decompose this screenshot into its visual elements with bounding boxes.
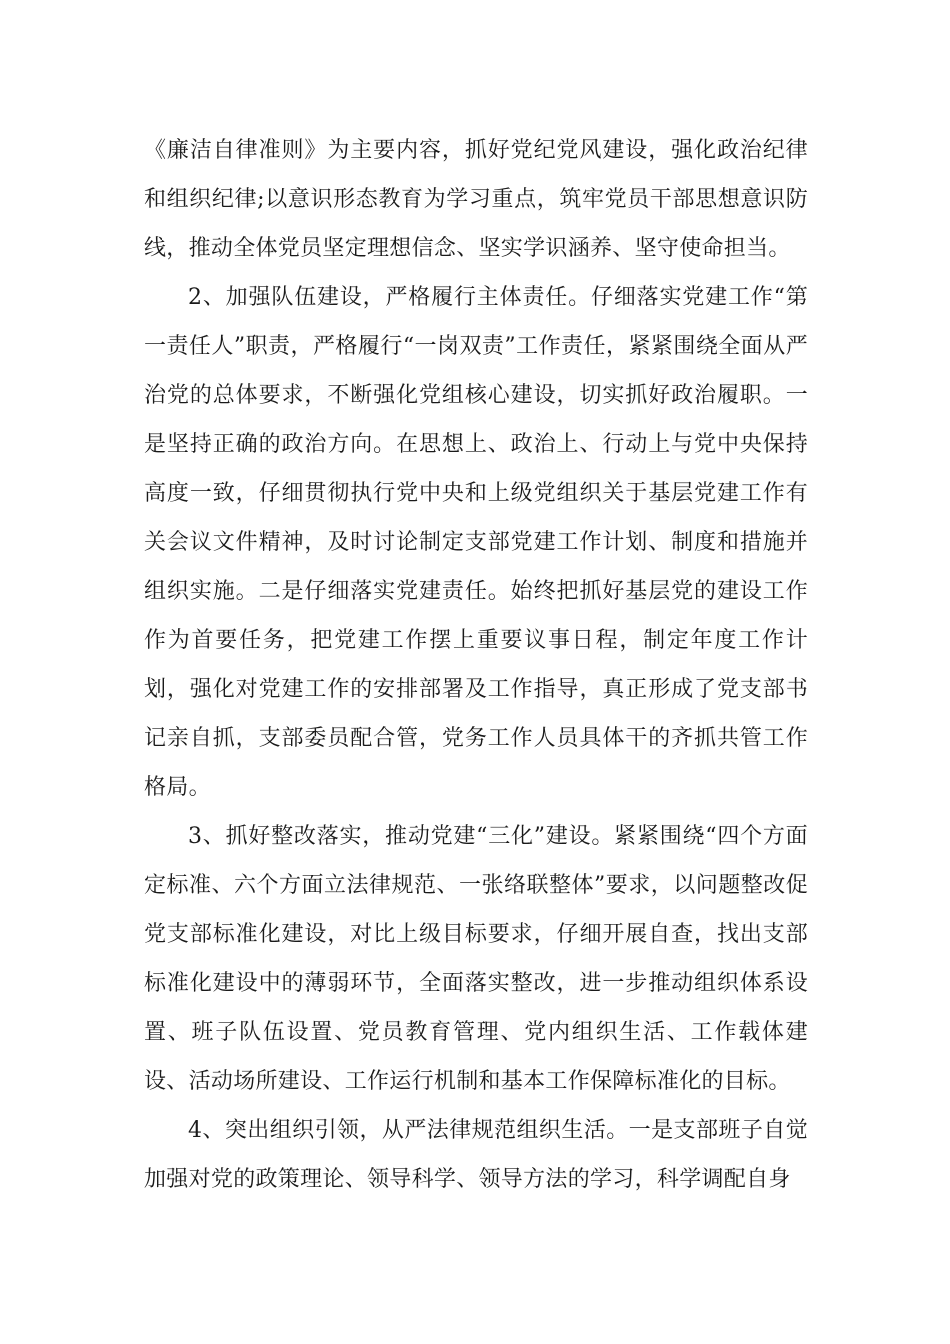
document-body: [144, 126, 808, 1204]
paragraph-continuation: 《廉洁自律准则》为主要内容，抓好党纪党风建设，强化政治纪律和组织纪律;以意识形态教育为学习重点，筑牢党员干部思想意识防线，推动全体党员坚定理想信念、坚实学识涵养、坚守使命担当。: [144, 138, 808, 261]
paragraph-rectification: 3、抓好整改落实，推动党建“三化”建设。紧紧围绕“四个方面定标准、六个方面立法律规范、一张络联整体”要求，以问题整改促党支部标准化建设，对比上级目标要求，仔细开展自查，找出支部标准化建设中的薄弱环节，全面落实整改，进一步推动组织体系设置、班子队伍设置、党员教育管理、党内组织生活、工作载体建设、活动场所建设、工作运行机制和基本工作保障标准化的目标。: [144, 824, 808, 1094]
paragraph-organization-life: 4、突出组织引领，从严法律规范组织生活。一是支部班子自觉加强对党的政策理论、领导科学、领导方法的学习，科学调配自身: [144, 1118, 808, 1192]
paragraph-team-building: 2、加强队伍建设，严格履行主体责任。仔细落实党建工作“第一责任人”职责，严格履行“一岗双责”工作责任，紧紧围绕全面从严治党的总体要求，不断强化党组核心建设，切实抓好政治履职。一是坚持正确的政治方向。在思想上、政治上、行动上与党中央保持高度一致，仔细贯彻执行党中央和上级党组织关于基层党建工作有关会议文件精神，及时讨论制定支部党建工作计划、制度和措施并组织实施。二是仔细落实党建责任。始终把抓好基层党的建设工作作为首要任务，把党建工作摆上重要议事日程，制定年度工作计划，强化对党建工作的安排部署及工作指导，真正形成了党支部书记亲自抓，支部委员配合管，党务工作人员具体干的齐抓共管工作格局。: [144, 285, 808, 800]
